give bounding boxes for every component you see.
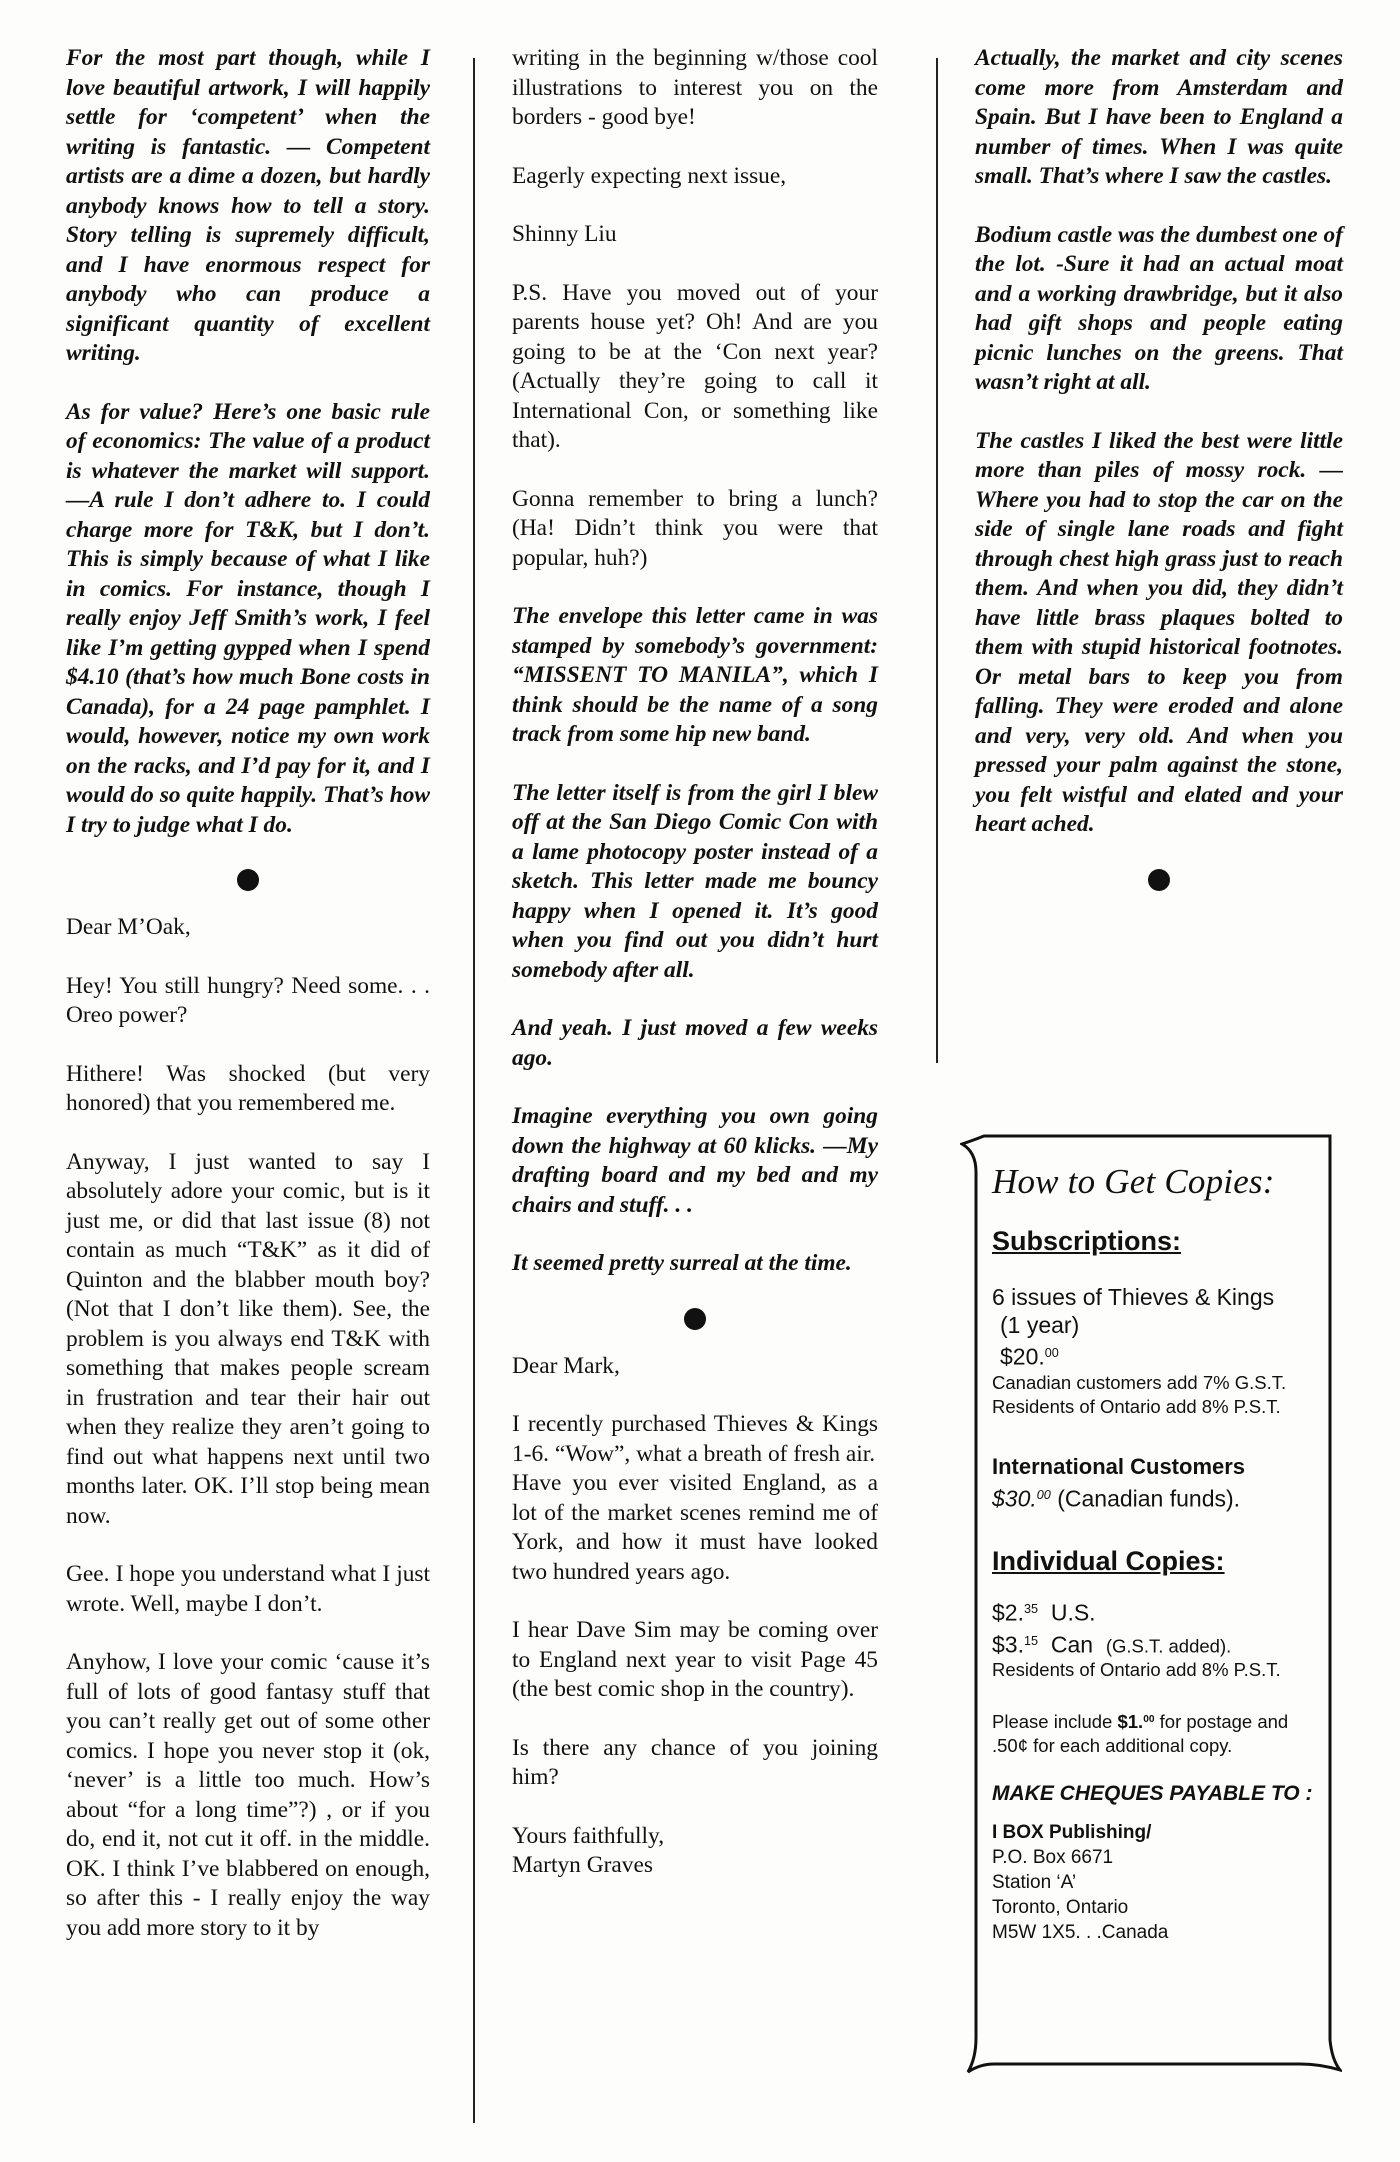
address-line: P.O. Box 6671	[992, 1847, 1114, 1869]
column-left	[66, 44, 430, 1972]
letter-paragraph: writing in the beginning w/those cool illustrations to interest you on the borders - good bye!	[512, 45, 878, 130]
individual-heading: Individual Copies:	[992, 1546, 1225, 1577]
letter-paragraph: Anyhow, I love your comic ‘cause it’s full of lots of good fantasy stuff that you can’t really get out of some other comics. I hope you never stop it (ok, ‘never’ is a little too much. How’s about “for a long time”?) , or if you do, end it, not cut it off. in the middle. OK. I think I’ve blabbered on enough, so after this - I really enjoy the way you add more story to it by	[66, 1649, 430, 1941]
address-line: I BOX Publishing/	[992, 1822, 1152, 1844]
editorial-paragraph: As for value? Here’s one basic rule of economics: The value of a product is whatever the market will support. —A rule I don’t adhere to. I could charge more for T&K, but I don’t. This is simply because of what I like in comics. For instance, though I really enjoy Jeff Smith’s work, I feel like I’m getting gypped when I spend $4.10 (that’s how much Bone costs in Canada), for a 24 page pamphlet. I would, however, notice my own work on the racks, and I’d pay for it, and I would do so quite happily. That’s how I try to judge what I do.	[66, 398, 430, 838]
us-price	[992, 1595, 1322, 1627]
price-cents: 00	[1044, 1346, 1059, 1360]
letter-greeting: Dear M’Oak,	[66, 914, 191, 940]
postage-text: Please include	[992, 1711, 1118, 1733]
price-main: $30.	[992, 1485, 1037, 1512]
price-label: Can	[1050, 1631, 1094, 1658]
letter-closing: Eagerly expecting next issue,	[512, 162, 787, 189]
tax-note: Residents of Ontario add 8% P.S.T.	[992, 1659, 1281, 1681]
letter-paragraph: Hey! You still hungry? Need some. . . Oreo power?	[66, 972, 430, 1028]
editorial-paragraph: And yeah. I just moved a few weeks ago.	[512, 1015, 878, 1071]
tax-note: Residents of Ontario add 8% P.S.T.	[992, 1395, 1281, 1417]
box-title: How to Get Copies:	[992, 1162, 1275, 1201]
cheques-heading: MAKE CHEQUES PAYABLE TO :	[992, 1782, 1313, 1806]
column-divider	[936, 58, 938, 1063]
letter-signature: Shinny Liu	[512, 221, 617, 247]
letter-paragraph: Is there any chance of you joining him?	[512, 1734, 878, 1790]
international-heading: International Customers	[992, 1453, 1246, 1479]
postage-amount: $1.	[1117, 1711, 1144, 1733]
price-main: $20.	[1000, 1343, 1045, 1370]
postage-text: for postage and	[1154, 1711, 1289, 1733]
subscription-box	[960, 1128, 1342, 2078]
postage-cents: 00	[1143, 1714, 1155, 1726]
price-cents: 15	[1023, 1633, 1039, 1648]
letter-postscript: Gonna remember to bring a lunch? (Ha! Didn’t think you were that popular, huh?)	[512, 485, 878, 571]
postage-note	[992, 1708, 1322, 1734]
section-bullet-icon	[237, 869, 259, 891]
editorial-paragraph: The letter itself is from the girl I blew off at the San Diego Comic Con with a lame photocopy poster instead of a sketch. This letter made me bouncy happy when I opened it. It’s good when you find out you didn’t hurt somebody after all.	[512, 779, 878, 983]
editorial-paragraph: Actually, the market and city scenes come more from Amsterdam and Spain. But I have been to England a number of times. When I was quite small. That’s where I saw the castles.	[975, 45, 1343, 189]
editorial-paragraph: The envelope this letter came in was stamped by somebody’s government: “MISSENT TO MANILA”, which I think should be the name of a song track from some hip new band.	[512, 603, 878, 747]
letter-paragraph: I recently purchased Thieves & Kings 1-6. “Wow”, what a breath of fresh air.	[512, 1411, 878, 1467]
letter-paragraph: I hear Dave Sim may be coming over to England next year to visit Page 45 (the best comic shop in the country).	[512, 1617, 878, 1702]
editorial-paragraph: For the most part though, while I love beautiful artwork, I will happily settle for ‘competent’ when the writing is fantastic. — Competent artists are a dime a dozen, but hardly anybody knows how to tell a story. Story telling is supremely difficult, and I have enormous respect for anybody who can produce a significant quantity of excellent writing.	[66, 45, 430, 366]
column-right	[975, 44, 1343, 913]
sub-price	[992, 1339, 1322, 1371]
sub-line: (1 year)	[1000, 1312, 1080, 1338]
letter-paragraph: Anyway, I just wanted to say I absolutely adore your comic, but is it just me, or did that last issue (8) not contain as much “T&K” as it did of Quinton and the blabber mouth boy? (Not that I don’t like them). See, the problem is you always end T&K with something that makes people scream in frustration and tear their hair out when they realize they aren’t going to find out what happens next until two months later. OK. I’ll stop being mean now.	[66, 1148, 430, 1529]
address-line: Toronto, Ontario	[992, 1897, 1129, 1919]
column-middle	[512, 44, 878, 1910]
letter-paragraph: Gee. I hope you understand what I just wrote. Well, maybe I don’t.	[66, 1561, 430, 1617]
letter-signature: Martyn Graves	[512, 1852, 653, 1878]
editorial-paragraph: Bodium castle was the dumbest one of the lot. -Sure it had an actual moat and a working drawbridge, but it also had gift shops and people eating picnic lunches on the greens. That wasn’t right at all.	[975, 221, 1343, 395]
section-bullet-icon	[1148, 869, 1170, 891]
price-cents: 35	[1023, 1602, 1039, 1617]
funds-note: (Canadian funds).	[1057, 1485, 1241, 1512]
letter-postscript: P.S. Have you moved out of your parents house yet? Oh! And are you going to be at the ‘Con next year? (Actually they’re going to call it International Con, or something like that).	[512, 279, 878, 453]
sub-line: 6 issues of Thieves & Kings	[992, 1284, 1275, 1310]
postage-note: .50¢ for each additional copy.	[992, 1735, 1233, 1757]
letter-paragraph: Hithere! Was shocked (but very honored) that you remembered me.	[66, 1060, 430, 1116]
price-label: U.S.	[1050, 1599, 1096, 1626]
can-price	[992, 1627, 1322, 1659]
subscriptions-heading: Subscriptions:	[992, 1226, 1182, 1256]
price-main: $3.	[992, 1631, 1024, 1658]
address-line: M5W 1X5. . .Canada	[992, 1922, 1169, 1944]
editorial-paragraph: It seemed pretty surreal at the time.	[512, 1250, 852, 1276]
letter-paragraph: Have you ever visited England, as a lot of the market scenes remind me of York, and how it must have looked two hundred years ago.	[512, 1470, 878, 1585]
column-divider	[473, 58, 475, 2123]
editorial-paragraph: The castles I liked the best were little more than piles of mossy rock. —Where you had to stop the car on the side of single lane roads and fight through chest high grass just to reach them. And when you did, they didn’t have little brass plaques bolted to them with stupid historical footnotes. Or metal bars to keep you from falling. They were eroded and alone and very, very old. And when you pressed your palm against the stone, you felt wistful and elated and your heart ached.	[975, 427, 1343, 837]
price-note: (G.S.T. added).	[1105, 1635, 1232, 1657]
section-bullet-icon	[684, 1308, 706, 1330]
price-main: $2.	[992, 1599, 1024, 1626]
price-cents: 00	[1036, 1487, 1051, 1502]
tax-note: Canadian customers add 7% G.S.T.	[992, 1371, 1287, 1393]
address-line: Station ‘A’	[992, 1872, 1077, 1894]
letter-greeting: Dear Mark,	[512, 1352, 620, 1379]
letter-closing: Yours faithfully,	[512, 1822, 665, 1849]
editorial-paragraph: Imagine everything you own going down the highway at 60 klicks. —My drafting board and my bed and my chairs and stuff. . .	[512, 1103, 878, 1218]
international-price	[992, 1481, 1322, 1513]
